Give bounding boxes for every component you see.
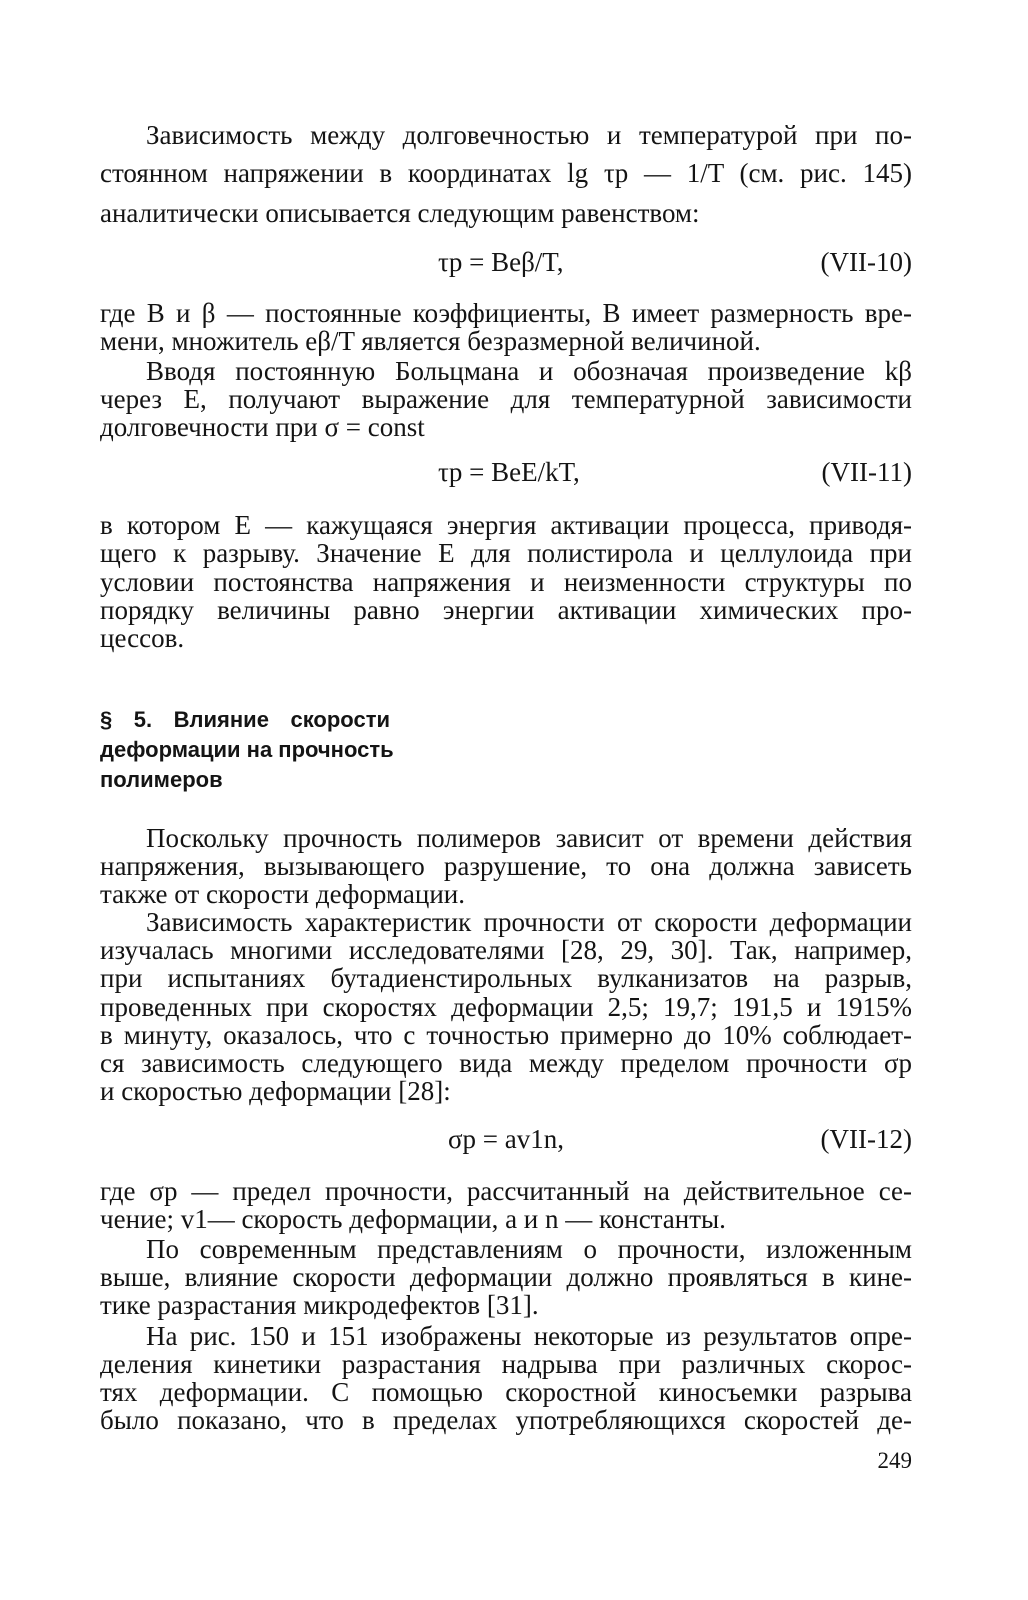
section-heading-line: § 5. Влияние скорости [100, 707, 390, 732]
text-line: проведенных при скоростях деформации 2,5; 19,7; 191,5 и 1915% [100, 992, 912, 1022]
equation-number: (VII-12) [820, 1124, 912, 1154]
text-line: На рис. 150 и 151 изображены некоторые из результатов опре- [146, 1321, 912, 1351]
text-line: По современным представлениям о прочности, изложенным [146, 1234, 912, 1264]
equation-number: (VII-11) [821, 457, 912, 487]
section-heading [100, 705, 394, 795]
page-number: 249 [877, 1448, 912, 1473]
text-line: чение; v1— скорость деформации, a и n — константы. [100, 1204, 726, 1234]
text-line: условии постоянства напряжения и неизменности структуры по [100, 567, 912, 597]
text-line: где σр — предел прочности, рассчитанный на действительное се- [100, 1176, 912, 1206]
text-line: Зависимость между долговечностью и температурой при по- [146, 120, 912, 150]
text-line: стоянном напряжении в координатах lg τр — 1/T (см. рис. 145) [100, 158, 912, 188]
text-line: деления кинетики разрастания надрыва при различных скорос- [100, 1349, 912, 1379]
text-line: мени, множитель eβ/T является безразмерной величиной. [100, 326, 761, 356]
equation-number: (VII-10) [820, 247, 912, 277]
text-line: изучалась многими исследователями [28, 29, 30]. Так, например, [100, 935, 912, 965]
text-line: выше, влияние скорости деформации должно проявляться в кине- [100, 1262, 912, 1292]
text-line: в минуту, оказалось, что с точностью примерно до 10% соблюдает- [100, 1020, 912, 1050]
text-line: Поскольку прочность полимеров зависит от времени действия [146, 823, 912, 853]
text-line: Вводя постоянную Больцмана и обозначая произведение kβ [146, 356, 912, 386]
text-line: было показано, что в пределах употребляющихся скоростей де- [100, 1405, 912, 1435]
text-line: порядку величины равно энергии активации химических про- [100, 595, 912, 625]
text-line: Зависимость характеристик прочности от скорости деформации [146, 907, 912, 937]
section-heading-line: полимеров [100, 767, 223, 792]
text-line: также от скорости деформации. [100, 879, 465, 909]
text-line: ся зависимость следующего вида между пределом прочности σр [100, 1048, 912, 1078]
text-line: в котором E — кажущаяся энергия активации процесса, приводя- [100, 510, 912, 540]
text-line: через E, получают выражение для температурной зависимости [100, 384, 912, 414]
text-line: цессов. [100, 623, 185, 653]
text-line: аналитически описывается следующим равенством: [100, 198, 700, 228]
text-line: тике разрастания микродефектов [31]. [100, 1290, 539, 1320]
section-heading-line: деформации на прочность [100, 737, 394, 762]
equation: τр = BeE/kT, [438, 457, 580, 487]
equation: τр = Beβ/T, [438, 247, 564, 277]
equation: σр = av1n, [448, 1124, 565, 1154]
text-line: напряжения, вызывающего разрушение, то она должна зависеть [100, 851, 912, 881]
text-line: тях деформации. С помощью скоростной киносъемки разрыва [100, 1377, 912, 1407]
text-line: где B и β — постоянные коэффициенты, B имеет размерность вре- [100, 298, 912, 328]
text-line: долговечности при σ = const [100, 412, 425, 442]
text-line: при испытаниях бутадиенстирольных вулканизатов на разрыв, [100, 963, 912, 993]
text-line: и скоростью деформации [28]: [100, 1076, 451, 1106]
text-line: щего к разрыву. Значение E для полистирола и целлулоида при [100, 538, 912, 568]
